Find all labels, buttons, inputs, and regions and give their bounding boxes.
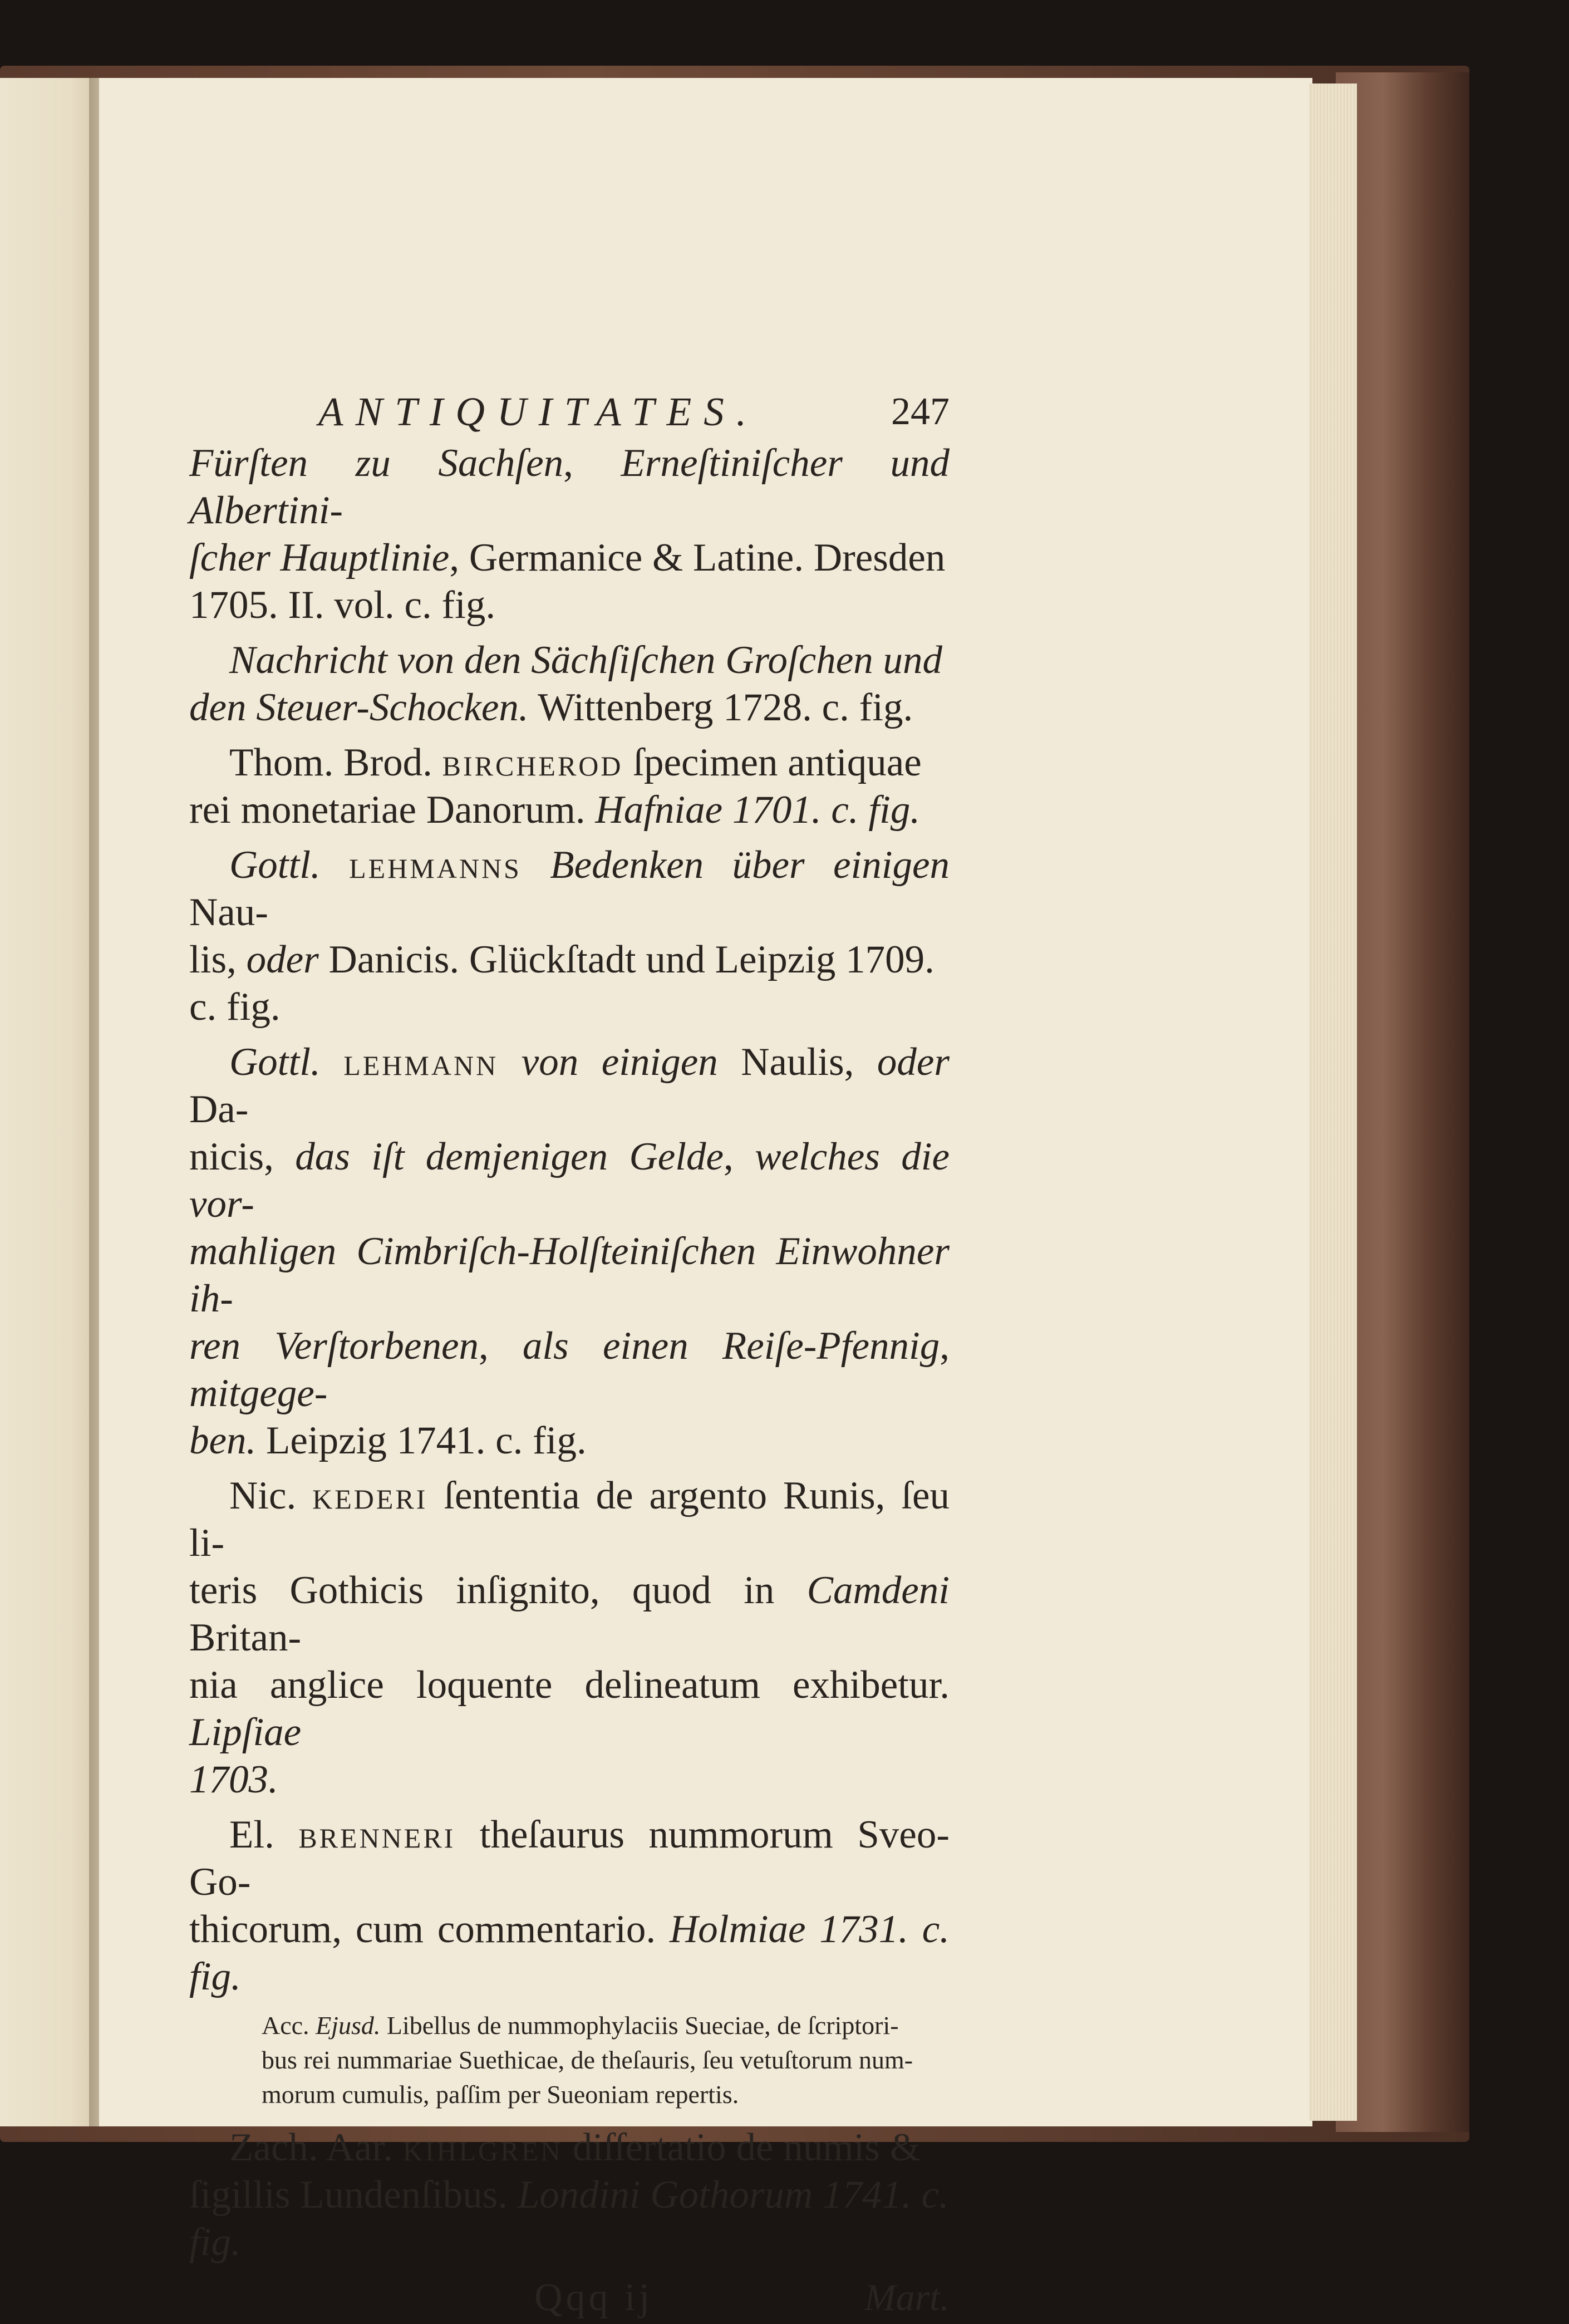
text-line: fig. (189, 2220, 241, 2264)
page-footer (189, 2274, 950, 2324)
text-line: mahligen Cimbriſch-Holſteiniſchen Einwohner ih- (189, 1230, 950, 1320)
text-line: lis, oder Danicis. Glückſtadt und Leipzig 1709. (189, 938, 934, 981)
text-line: 1705. II. vol. c. fig. (189, 583, 496, 627)
text-line: ren Verſtorbenen, als einen Reiſe-Pfennig, mitgege- (189, 1324, 950, 1415)
catchword: Mart. (864, 2276, 950, 2318)
signature-mark: Qqq ij (534, 2276, 653, 2319)
text-line: Nic. kederi ſententia de argento Runis, ſeu li- (189, 1474, 950, 1565)
left-page (0, 78, 99, 2126)
note-line: bus rei nummariae Suethicae, de theſauris, ſeu vetuſtorum num- (262, 2046, 913, 2074)
entry-kihlgren (189, 2124, 950, 2266)
text-line: Gottl. lehmann von einigen Naulis, oder Da- (189, 1040, 950, 1131)
page-text (189, 384, 950, 2324)
note-line: Acc. Ejusd. Libellus de nummophylaciis Sueciae, de ſcriptori- (262, 2011, 899, 2040)
entry-fuersten (189, 440, 950, 629)
text-line: thicorum, cum commentario. Holmiae 1731. c. fig. (189, 1908, 950, 1998)
entry-nachricht (189, 637, 950, 731)
text-line: nicis, das iſt demjenigen Gelde, welches die vor- (189, 1135, 950, 1226)
text-line: nia anglice loquente delineatum exhibetur. Lipſiae (189, 1663, 950, 1754)
text-line: Thom. Brod. bircherod ſpecimen antiquae (229, 741, 922, 784)
text-line: teris Gothicis inſignito, quod in Camdeni Britan- (189, 1569, 950, 1659)
text-line: ſcher Hauptlinie, Germanice & Latine. Dresden (189, 536, 946, 579)
running-head (189, 384, 950, 440)
running-head-title: ANTIQUITATES. (318, 389, 759, 434)
text-line: c. fig. (189, 985, 281, 1029)
text-line: Gottl. lehmanns Bedenken über einigen Nau- (189, 843, 950, 934)
text-line: Fürſten zu Sachſen, Erneſtiniſcher und Albertini- (189, 441, 950, 532)
page-number: 247 (891, 390, 950, 433)
text-line: Zach. Aar. kihlgren diſſertatio de numis & (229, 2126, 921, 2169)
footnote-ejusd (262, 2008, 922, 2112)
text-line: 1703. (189, 1758, 278, 1801)
page-edges (1309, 83, 1357, 2121)
entry-bircherod (189, 739, 950, 834)
text-line: rei monetariae Danorum. Hafniae 1701. c. fig. (189, 788, 921, 832)
text-line: Nachricht von den Sächſiſchen Groſchen und (229, 638, 942, 682)
text-line: ben. Leipzig 1741. c. fig. (189, 1419, 587, 1462)
text-line: den Steuer-Schocken. Wittenberg 1728. c. fig. (189, 686, 913, 729)
entry-lehmanns (189, 842, 950, 1031)
entry-brenneri (189, 1811, 950, 2001)
entry-kederi (189, 1472, 950, 1804)
text-line: ſigillis Lundenſibus. Londini Gothorum 1741. c. (189, 2173, 949, 2217)
note-line: morum cumulis, paſſim per Sueoniam repertis. (262, 2080, 739, 2109)
text-line: El. brenneri theſaurus nummorum Sveo-Go- (189, 1813, 950, 1904)
entry-lehmann (189, 1039, 950, 1465)
